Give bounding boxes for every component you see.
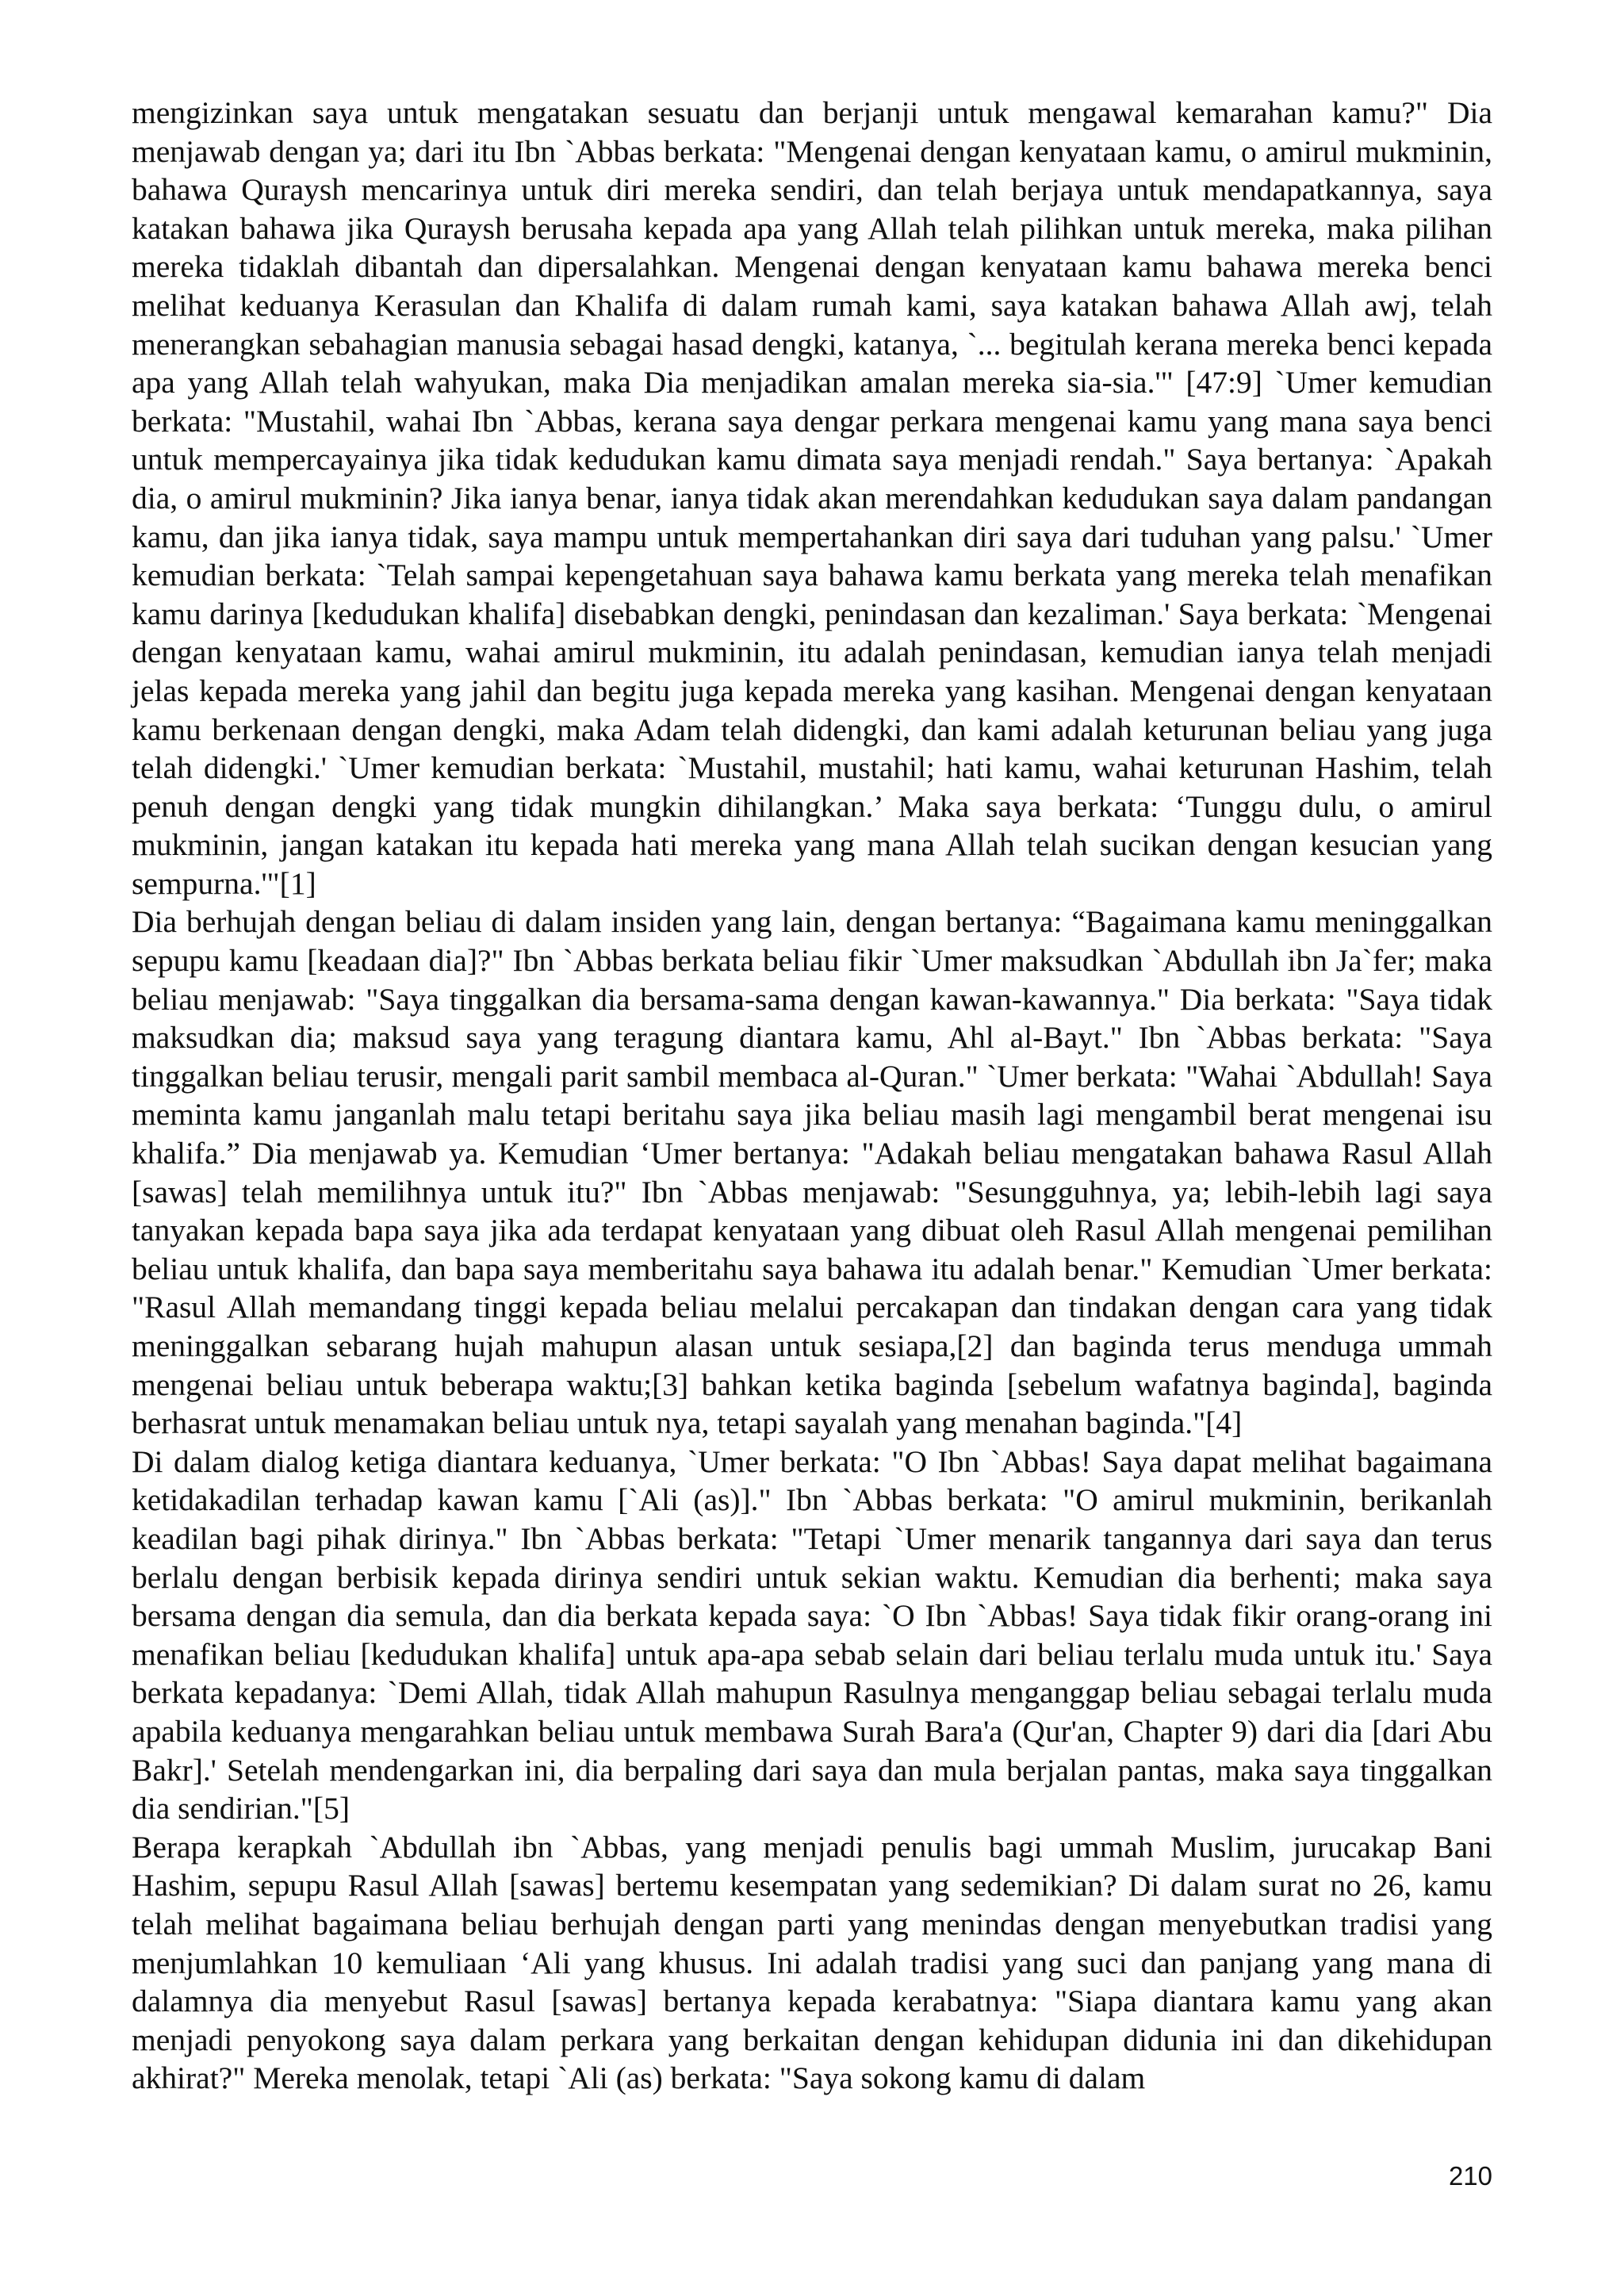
paragraph-4: Berapa kerapkah `Abdullah ibn `Abbas, yang menjadi penulis bagi ummah Muslim, jurucakap Bani Hashim, sepupu Rasul Allah [sawas] bertemu kesempatan yang sedemikian? Di dalam surat no 26, kamu telah melihat bagaimana beliau berhujah dengan parti yang menindas dengan menyebutkan tradisi yang menjumlahkan 10 kemuliaan ‘Ali yang khusus. Ini adalah tradisi yang suci dan panjang yang mana di dalamnya dia menyebut Rasul [sawas] bertanya kepada kerabatnya: "Siapa diantara kamu yang akan menjadi penyokong saya dalam perkara yang berkaitan dengan kehidupan didunia ini dan dikehidupan akhirat?" Mereka menolak, tetapi `Ali (as) berkata: "Saya sokong kamu di dalam [132,1829,1492,2096]
paragraph-1: mengizinkan saya untuk mengatakan sesuatu dan berjanji untuk mengawal kemarahan kamu?" Dia menjawab dengan ya; dari itu Ibn `Abbas berkata: "Mengenai dengan kenyataan kamu, o amirul mukminin, bahawa Quraysh mencarinya untuk diri mereka sendiri, dan telah berjaya untuk mendapatkannya, saya katakan bahawa jika Quraysh berusaha kepada apa yang Allah telah pilihkan untuk mereka, maka pilihan mereka tidaklah dibantah dan dipersalahkan. Mengenai dengan kenyataan kamu bahawa mereka benci melihat keduanya Kerasulan dan Khalifa di dalam rumah kami, saya katakan bahawa Allah awj, telah menerangkan sebahagian manusia sebagai hasad dengki, katanya, `... begitulah kerana mereka benci kepada apa yang Allah telah wahyukan, maka Dia menjadikan amalan mereka sia-sia.'" [47:9] `Umer kemudian berkata: "Mustahil, wahai Ibn `Abbas, kerana saya dengar perkara mengenai kamu yang mana saya benci untuk mempercayainya jika tidak kedudukan kamu dimata saya menjadi rendah." Saya bertanya: `Apakah dia, o amirul mukminin? Jika ianya benar, ianya tidak akan merendahkan kedudukan saya dalam pandangan kamu, dan jika ianya tidak, saya mampu untuk mempertahankan diri saya dari tuduhan yang palsu.' `Umer kemudian berkata: `Telah sampai kepengetahuan saya bahawa kamu berkata yang mereka telah menafikan kamu darinya [kedudukan khalifa] disebabkan dengki, penindasan dan kezaliman.' Saya berkata: `Mengenai dengan kenyataan kamu, wahai amirul mukminin, itu adalah penindasan, kemudian ianya telah menjadi jelas kepada mereka yang jahil dan begitu juga kepada mereka yang kasihan. Mengenai dengan kenyataan kamu berkenaan dengan dengki, maka Adam telah didengki, dan kami adalah keturunan beliau yang juga telah didengki.' `Umer kemudian berkata: `Mustahil, mustahil; hati kamu, wahai keturunan Hashim, telah penuh dengan dengki yang tidak mungkin dihilangkan.’ Maka saya berkata: ‘Tunggu dulu, o amirul mukminin, jangan katakan itu kepada hati mereka yang mana Allah telah sucikan dengan kesucian yang sempurna.'"[1] [132,95,1492,901]
body-text [132,94,1492,2098]
paragraph-3: Di dalam dialog ketiga diantara keduanya, `Umer berkata: "O Ibn `Abbas! Saya dapat melihat bagaimana ketidakadilan terhadap kawan kamu [`Ali (as)]." Ibn `Abbas berkata: "O amirul mukminin, berikanlah keadilan bagi pihak dirinya." Ibn `Abbas berkata: "Tetapi `Umer menarik tangannya dari saya dan terus berlalu dengan berbisik kepada dirinya sendiri untuk sekian waktu. Kemudian dia berhenti; maka saya bersama dengan dia semula, dan dia berkata kepada saya: `O Ibn `Abbas! Saya tidak fikir orang-orang ini menafikan beliau [kedudukan khalifa] untuk apa-apa sebab selain dari beliau terlalu muda untuk itu.' Saya berkata kepadanya: `Demi Allah, tidak Allah mahupun Rasulnya menganggap beliau sebagai terlalu muda apabila keduanya mengarahkan beliau untuk membawa Surah Bara'a (Qur'an, Chapter 9) dari dia [dari Abu Bakr].' Setelah mendengarkan ini, dia berpaling dari saya dan mula berjalan pantas, maka saya tinggalkan dia sendirian."[5] [132,1443,1492,1826]
page-number: 210 [1448,2161,1492,2191]
paragraph-2: Dia berhujah dengan beliau di dalam insiden yang lain, dengan bertanya: “Bagaimana kamu meninggalkan sepupu kamu [keadaan dia]?" Ibn `Abbas berkata beliau fikir `Umer maksudkan `Abdullah ibn Ja`fer; maka beliau menjawab: "Saya tinggalkan dia bersama-sama dengan kawan-kawannya." Dia berkata: "Saya tidak maksudkan dia; maksud saya yang teragung diantara kamu, Ahl al-Bayt." Ibn `Abbas berkata: "Saya tinggalkan beliau terusir, mengali parit sambil membaca al-Quran." `Umer berkata: "Wahai `Abdullah! Saya meminta kamu janganlah malu tetapi beritahu saya jika beliau masih lagi mengambil berat mengenai isu khalifa.” Dia menjawab ya. Kemudian ‘Umer bertanya: "Adakah beliau mengatakan bahawa Rasul Allah [sawas] telah memilihnya untuk itu?" Ibn `Abbas menjawab: "Sesungguhnya, ya; lebih-lebih lagi saya tanyakan kepada bapa saya jika ada terdapat kenyataan yang dibuat oleh Rasul Allah mengenai pemilihan beliau untuk khalifa, dan bapa saya memberitahu saya bahawa itu adalah benar." Kemudian `Umer berkata: "Rasul Allah memandang tinggi kepada beliau melalui percakapan dan tindakan dengan cara yang tidak meninggalkan sebarang hujah mahupun alasan untuk sesiapa,[2] dan baginda terus menduga ummah mengenai beliau untuk beberapa waktu;[3] bahkan ketika baginda [sebelum wafatnya baginda], baginda berhasrat untuk menamakan beliau untuk nya, tetapi sayalah yang menahan baginda."[4] [132,904,1492,1441]
